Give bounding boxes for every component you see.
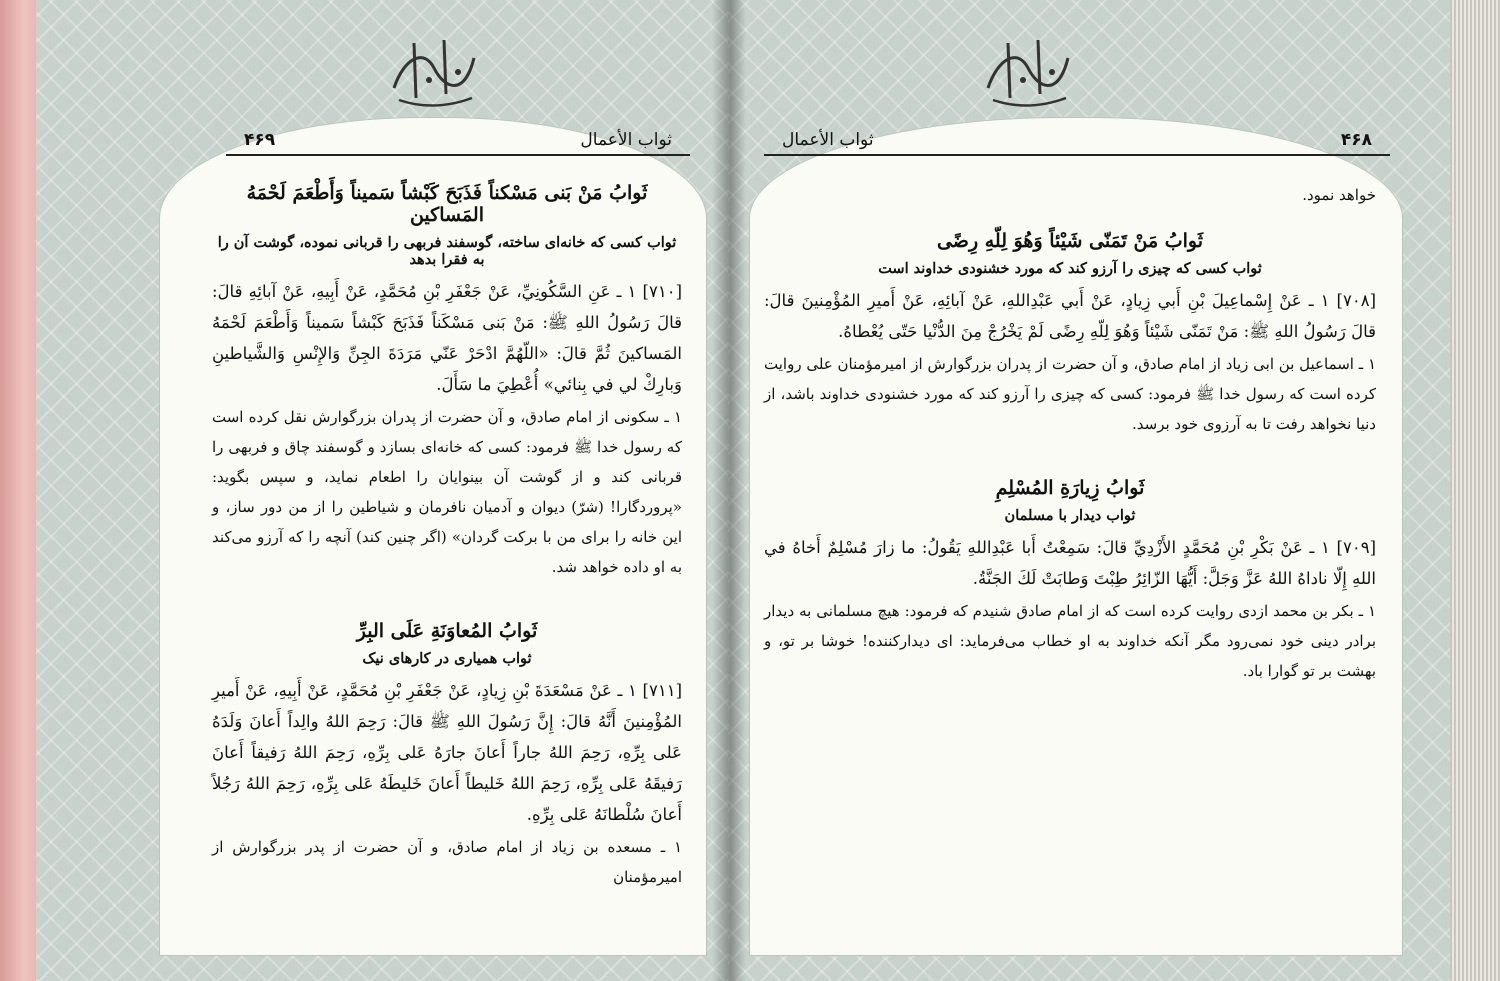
page-content [212,172,682,894]
hadith-arabic: [۷۱۰] ۱ ـ عَنِ السَّكُونِيِّ، عَنْ جَعْفَرِ بْنِ مُحَمَّدٍ، عَنْ أَبِيهِ، عَنْ آبائِهِ قالَ: قالَ رَسُولُ اللهِ ﷺ: مَنْ بَنى مَسْكَناً فَذَبَحَ كَبْشاً سَميناً وَأَطْعَمَ لَحْمَهُ المَساكينَ ثُمَّ قالَ: «اللّهُمَّ ادْحَرْ عَنّي مَرَدَةَ الجِنِّ وَالإِنْسِ وَالشَّياطينِ وَبارِكْ لي في بِنائي» أُعْطِيَ ما سَأَلَ. [212,282,682,394]
hadith-translation: ۱ ـ بکر بن محمد ازدی روایت کرده است که از امام صادق شنیدم که فرمود: هیچ مسلمانی به دیدار برادر دینی خود نمی‌رود مگر آنکه خداوند به او خطاب می‌فرماید: ای دیدارکننده! خوشا بر تو، و بهشت بر تو گوارا باد. [764,602,1376,680]
hadith-translation: ۱ ـ مسعده بن زیاد از امام صادق، و آن حضرت از پدر بزرگوارش از امیرمؤمنان [212,838,682,886]
chapter-subtitle: ثواب کسی که خانه‌ای ساخته، گوسفند فربهی را قربانی نموده، گوشت آن را به فقرا بدهد [217,234,677,268]
book-page-edge-left [0,0,40,981]
page-number: ۴۶۸ [1340,130,1372,150]
hadith-translation: ۱ ـ اسماعیل بن ابی زیاد از امام صادق، و آن حضرت از پدران بزرگوارش از امیرمؤمنان علی روایت کرده است که رسول خدا ﷺ فرمود: کسی که چیزی را آرزو کند که مورد خشنودی خداوند باشد، از دنیا نخواهد رفت تا به آرزوی خود برسد. [764,355,1376,433]
hadith-arabic: [۷۱۱] ۱ ـ عَنْ مَسْعَدَةَ بْنِ زِيادٍ، عَنْ جَعْفَرِ بْنِ مُحَمَّدٍ، عَنْ أَبِيهِ، عَنْ أَميرِ المُؤْمِنينَ أَنَّهُ قالَ: إِنَّ رَسُولَ اللهِ ﷺ قالَ: رَحِمَ اللهُ والِداً أَعانَ وَلَدَهُ عَلى بِرِّهِ، رَحِمَ اللهُ جاراً أَعانَ جارَهُ عَلى بِرِّهِ، رَحِمَ اللهُ رَفيقاً أَعانَ رَفيقَهُ عَلى بِرِّهِ، رَحِمَ اللهُ خَليطاً أَعانَ خَليطَهُ عَلى بِرِّهِ، رَحِمَ اللهُ رَجُلاً أَعانَ سُلْطانَهُ عَلى بِرِّهِ. [212,681,682,824]
right-page [728,0,1450,981]
hadith-translation: ۱ ـ سکونی از امام صادق، و آن حضرت از پدران بزرگوارش نقل کرده است که رسول خدا ﷺ فرمود: کسی که خانه‌ای بسازد و گوسفند چاق و فربهی را قربانی کند و از گوشت آن بینوایان را اطعام نماید، و سپس بگوید: «پروردگارا! (شرّ) دیوان و آدمیان نافرمان و شیاطین را از من دور ساز، و این خانه را برای من با برکت گردان» (اگر چنین کند) آنچه را که آرزو می‌کند به او داده خواهد شد. [212,408,682,576]
chapter-subtitle: ثواب همیاری در کارهای نیک [362,650,532,667]
hadith-arabic: [۷۰۹] ۱ ـ عَنْ بَكْرِ بْنِ مُحَمَّدٍ الأَزْدِيِّ قالَ: سَمِعْتُ أَبا عَبْدِاللهِ يَقُولُ: ما زارَ مُسْلِمٌ أَخاهُ في اللهِ إِلّا ناداهُ اللهُ عَزَّ وَجَلَّ: أَيُّهَا الزّائِرُ طِبْتَ وَطابَتْ لَكَ الجَنَّةُ. [764,538,1377,588]
calligraphy-emblem [968,28,1088,114]
calligraphy-emblem [374,28,494,114]
book-spine-shadow [712,0,746,981]
hadith-arabic: [۷۰۸] ۱ ـ عَنْ إِسْماعِيلَ بْنِ أَبي زِيادٍ، عَنْ أَبي عَبْدِاللهِ، عَنْ آبائِهِ، عَنْ أَميرِ المُؤْمِنينَ قالَ: قالَ رَسُولُ اللهِ ﷺ: مَنْ تَمَنّى شَيْئاً وَهُوَ لِلّهِ رِضًى لَمْ يَخْرُجْ مِنَ الدُّنْيا حَتّى يُعْطاهُ. [764,291,1376,341]
chapter-subtitle: ثواب دیدار با مسلمان [1004,507,1136,524]
carryover-text: خواهد نمود. [1302,186,1376,204]
calligraphy-logo-icon [968,28,1088,114]
left-page [36,0,728,981]
chapter-title: ثَوابُ مَنْ بَنى مَسْكناً فَذَبَحَ كَبْشاً سَميناً وَأَطْعَمَ لَحْمَهُ المَساكين [246,182,648,226]
calligraphy-logo-icon [374,28,494,114]
chapter-subtitle: ثواب کسی که چیزی را آرزو کند که مورد خشنودی خداوند است [878,260,1262,277]
page-number: ۴۶۹ [244,130,276,150]
page-header [226,118,690,156]
chapter-title: ثَوابُ زِيارَةِ المُسْلِمِ [995,477,1145,499]
book-page-edge-right [1450,0,1500,981]
page-header [764,118,1390,156]
chapter-title: ثَوابُ مَنْ تَمَنّى شَيْئاً وَهُوَ لِلّهِ رِضًى [936,230,1204,252]
running-title: ثواب الأعمال [580,130,672,150]
chapter-title: ثَوابُ المُعاوَنَةِ عَلَى البِرِّ [356,620,538,642]
running-title: ثواب الأعمال [782,130,874,150]
page-content [764,180,1376,688]
